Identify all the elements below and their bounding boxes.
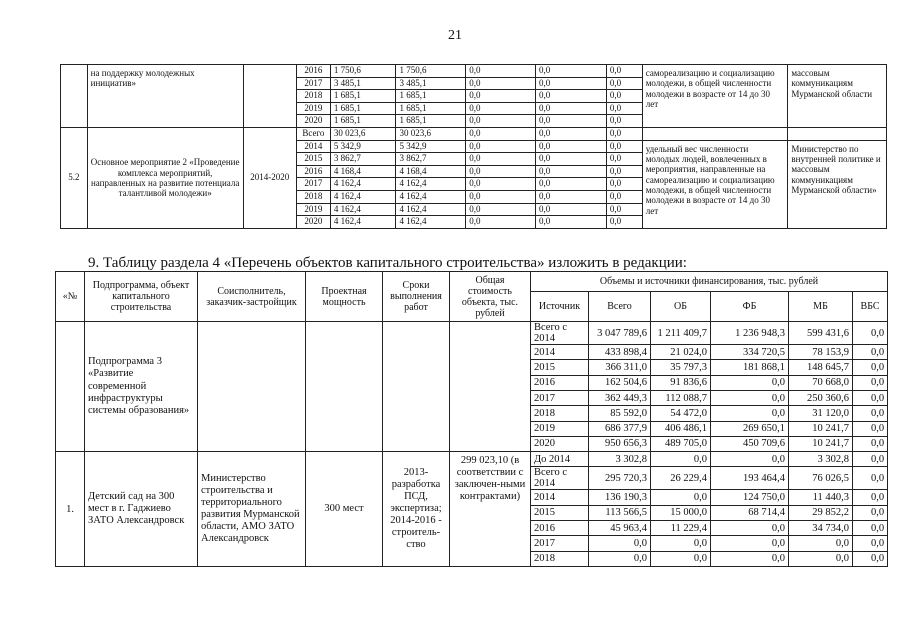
amount-cell: 450 709,6 xyxy=(711,436,789,451)
amount-cell: 91 836,6 xyxy=(651,375,711,390)
amount-cell: 1 685,1 xyxy=(330,102,396,115)
amount-cell: 0,0 xyxy=(853,490,888,505)
amount-cell: 0,0 xyxy=(853,452,888,467)
amount-cell: 0,0 xyxy=(466,216,536,229)
amount-cell: 0,0 xyxy=(536,77,607,90)
amount-cell: 26 229,4 xyxy=(651,467,711,490)
source-cell: 2015 xyxy=(531,505,589,520)
amount-cell: 3 047 789,6 xyxy=(589,322,651,345)
amount-cell: 0,0 xyxy=(536,90,607,103)
amount-cell: 0,0 xyxy=(536,140,607,153)
amount-cell: 181 868,1 xyxy=(711,360,789,375)
amount-cell: 0,0 xyxy=(536,65,607,78)
amount-cell: 1 685,1 xyxy=(396,102,466,115)
amount-cell: 0,0 xyxy=(606,216,642,229)
amount-cell: 85 592,0 xyxy=(589,406,651,421)
executor-cell: Министерство строительства и территориального развития Мурманской области, АМО ЗАТО Александровск xyxy=(198,452,306,567)
header-fb: ФБ xyxy=(711,292,789,322)
year-cell: 2016 xyxy=(296,165,330,178)
amount-cell: 0,0 xyxy=(711,521,789,536)
amount-cell: 433 898,4 xyxy=(589,345,651,360)
amount-cell: 0,0 xyxy=(606,65,642,78)
header-executor: Соисполнитель, заказчик-застройщик xyxy=(198,272,306,322)
source-cell: Всего с 2014 xyxy=(531,467,589,490)
amount-cell: 29 852,2 xyxy=(789,505,853,520)
source-cell: 2018 xyxy=(531,406,589,421)
source-cell: До 2014 xyxy=(531,452,589,467)
year-cell: 2015 xyxy=(296,153,330,166)
amount-cell: 406 486,1 xyxy=(651,421,711,436)
amount-cell: 1 211 409,7 xyxy=(651,322,711,345)
amount-cell: 70 668,0 xyxy=(789,375,853,390)
amount-cell: 0,0 xyxy=(606,190,642,203)
source-cell: 2017 xyxy=(531,536,589,551)
amount-cell: 0,0 xyxy=(466,65,536,78)
amount-cell: 1 685,1 xyxy=(396,90,466,103)
amount-cell: 0,0 xyxy=(536,153,607,166)
amount-cell: 0,0 xyxy=(853,551,888,566)
amount-cell: 0,0 xyxy=(606,127,642,140)
terms-cell: 2013-разработка ПСД, экспертиза; 2014-2016 - строитель-ство xyxy=(383,452,450,567)
activity-period-cell xyxy=(243,65,296,128)
header-cost: Общая стоимость объекта, тыс. рублей xyxy=(450,272,531,322)
amount-cell: 4 162,4 xyxy=(330,190,396,203)
amount-cell: 35 797,3 xyxy=(651,360,711,375)
amount-cell: 0,0 xyxy=(466,115,536,128)
amount-cell: 1 750,6 xyxy=(330,65,396,78)
cost-cell xyxy=(450,322,531,452)
amount-cell: 0,0 xyxy=(853,360,888,375)
amount-cell: 148 645,7 xyxy=(789,360,853,375)
amount-cell: 3 862,7 xyxy=(330,153,396,166)
amount-cell: 4 162,4 xyxy=(396,203,466,216)
table-row xyxy=(61,65,887,78)
object-name-cell: Детский сад на 300 мест в г. Гаджиево ЗАТО Александровск xyxy=(85,452,198,567)
amount-cell: 0,0 xyxy=(853,375,888,390)
capital-construction-body xyxy=(56,322,888,567)
amount-cell: 0,0 xyxy=(853,406,888,421)
amount-cell: 1 236 948,3 xyxy=(711,322,789,345)
table-row xyxy=(61,127,887,140)
header-mb: МБ xyxy=(789,292,853,322)
amount-cell: 362 449,3 xyxy=(589,390,651,405)
amount-cell: 0,0 xyxy=(711,536,789,551)
amount-cell: 0,0 xyxy=(536,127,607,140)
amount-cell: 0,0 xyxy=(536,190,607,203)
year-cell: 2014 xyxy=(296,140,330,153)
amount-cell: 0,0 xyxy=(606,178,642,191)
amount-cell: 0,0 xyxy=(466,190,536,203)
amount-cell: 0,0 xyxy=(606,165,642,178)
amount-cell: 3 302,8 xyxy=(589,452,651,467)
amount-cell: 0,0 xyxy=(606,102,642,115)
header-num: «№ xyxy=(56,272,85,322)
amount-cell: 10 241,7 xyxy=(789,421,853,436)
year-cell: 2020 xyxy=(296,216,330,229)
amount-cell: 54 472,0 xyxy=(651,406,711,421)
year-cell: 2019 xyxy=(296,203,330,216)
amount-cell: 112 088,7 xyxy=(651,390,711,405)
amount-cell: 0,0 xyxy=(711,551,789,566)
header-ob: ОБ xyxy=(651,292,711,322)
header-capacity: Проектная мощность xyxy=(306,272,383,322)
capital-construction-table xyxy=(55,271,888,567)
amount-cell: 0,0 xyxy=(651,551,711,566)
year-cell: 2016 xyxy=(296,65,330,78)
amount-cell: 0,0 xyxy=(853,322,888,345)
year-cell: 2018 xyxy=(296,190,330,203)
year-cell: 2017 xyxy=(296,178,330,191)
amount-cell: 45 963,4 xyxy=(589,521,651,536)
amount-cell: 34 734,0 xyxy=(789,521,853,536)
amount-cell: 0,0 xyxy=(466,165,536,178)
year-cell: 2017 xyxy=(296,77,330,90)
amount-cell: 0,0 xyxy=(711,390,789,405)
activity-period-cell: 2014-2020 xyxy=(243,127,296,228)
amount-cell: 0,0 xyxy=(853,536,888,551)
row-number-cell: 1. xyxy=(56,452,85,567)
amount-cell: 1 685,1 xyxy=(396,115,466,128)
activity-name-cell: Основное мероприятие 2 «Проведение комплекса мероприятий, направленных на развитие потенциала талантливой молодежи» xyxy=(87,127,243,228)
amount-cell: 0,0 xyxy=(711,406,789,421)
row-number-cell xyxy=(56,322,85,452)
amount-cell: 15 000,0 xyxy=(651,505,711,520)
amount-cell: 4 162,4 xyxy=(396,216,466,229)
year-cell: 2018 xyxy=(296,90,330,103)
amount-cell: 0,0 xyxy=(853,521,888,536)
header-funding: Объемы и источники финансирования, тыс. рублей xyxy=(531,272,888,292)
amount-cell: 0,0 xyxy=(536,102,607,115)
amount-cell: 5 342,9 xyxy=(396,140,466,153)
amount-cell: 0,0 xyxy=(651,452,711,467)
amount-cell: 4 162,4 xyxy=(396,190,466,203)
indicator-cell: самореализацию и социализацию молодежи, в общей численности молодежи в возрасте от 14 до 30 лет xyxy=(642,65,788,128)
program-activities-table xyxy=(60,64,887,229)
executor-cell xyxy=(198,322,306,452)
section-heading: 9. Таблицу раздела 4 «Перечень объектов капитального строительства» изложить в редакции: xyxy=(88,255,687,271)
source-cell: 2018 xyxy=(531,551,589,566)
amount-cell: 269 650,1 xyxy=(711,421,789,436)
amount-cell: 0,0 xyxy=(853,467,888,490)
amount-cell: 0,0 xyxy=(466,77,536,90)
amount-cell: 10 241,7 xyxy=(789,436,853,451)
amount-cell: 599 431,6 xyxy=(789,322,853,345)
amount-cell: 366 311,0 xyxy=(589,360,651,375)
activity-number-cell xyxy=(61,65,88,128)
amount-cell: 11 229,4 xyxy=(651,521,711,536)
amount-cell: 0,0 xyxy=(466,127,536,140)
amount-cell: 76 026,5 xyxy=(789,467,853,490)
table-row xyxy=(56,322,888,345)
responsible-cell xyxy=(788,127,887,140)
amount-cell: 124 750,0 xyxy=(711,490,789,505)
amount-cell: 0,0 xyxy=(606,153,642,166)
amount-cell: 1 750,6 xyxy=(396,65,466,78)
amount-cell: 0,0 xyxy=(853,421,888,436)
amount-cell: 4 162,4 xyxy=(330,216,396,229)
amount-cell: 0,0 xyxy=(651,536,711,551)
amount-cell: 0,0 xyxy=(853,390,888,405)
amount-cell: 4 168,4 xyxy=(330,165,396,178)
responsible-cell: Министерство по внутренней политике и массовым коммуникациям Мурманской области» xyxy=(788,140,887,228)
amount-cell: 334 720,5 xyxy=(711,345,789,360)
amount-cell: 0,0 xyxy=(853,345,888,360)
amount-cell: 21 024,0 xyxy=(651,345,711,360)
amount-cell: 0,0 xyxy=(651,490,711,505)
indicator-cell xyxy=(642,127,788,140)
amount-cell: 3 485,1 xyxy=(330,77,396,90)
indicator-cell: удельный вес численности молодых людей, вовлеченных в мероприятия, направленные на самореализацию и социализацию молодежи, в общей численности молодежи в возрасте от 14 до 30 лет xyxy=(642,140,788,228)
amount-cell: 950 656,3 xyxy=(589,436,651,451)
amount-cell: 250 360,6 xyxy=(789,390,853,405)
amount-cell: 113 566,5 xyxy=(589,505,651,520)
amount-cell: 0,0 xyxy=(606,203,642,216)
responsible-cell: массовым коммуникациям Мурманской области xyxy=(788,65,887,128)
amount-cell: 1 685,1 xyxy=(330,115,396,128)
amount-cell: 4 162,4 xyxy=(330,178,396,191)
amount-cell: 0,0 xyxy=(789,536,853,551)
amount-cell: 1 685,1 xyxy=(330,90,396,103)
terms-cell xyxy=(383,322,450,452)
amount-cell: 5 342,9 xyxy=(330,140,396,153)
amount-cell: 0,0 xyxy=(536,115,607,128)
amount-cell: 0,0 xyxy=(466,102,536,115)
amount-cell: 11 440,3 xyxy=(789,490,853,505)
amount-cell: 0,0 xyxy=(711,452,789,467)
activity-number-cell: 5.2 xyxy=(61,127,88,228)
source-cell: 2016 xyxy=(531,521,589,536)
capacity-cell xyxy=(306,322,383,452)
program-activities-body xyxy=(61,65,887,229)
amount-cell: 0,0 xyxy=(536,216,607,229)
source-cell: 2017 xyxy=(531,390,589,405)
amount-cell: 0,0 xyxy=(853,505,888,520)
year-cell: Всего xyxy=(296,127,330,140)
header-terms: Сроки выполнения работ xyxy=(383,272,450,322)
source-cell: 2016 xyxy=(531,375,589,390)
amount-cell: 4 168,4 xyxy=(396,165,466,178)
amount-cell: 0,0 xyxy=(606,140,642,153)
amount-cell: 0,0 xyxy=(466,178,536,191)
amount-cell: 0,0 xyxy=(536,178,607,191)
amount-cell: 0,0 xyxy=(536,203,607,216)
amount-cell: 31 120,0 xyxy=(789,406,853,421)
source-cell: 2019 xyxy=(531,421,589,436)
amount-cell: 0,0 xyxy=(711,375,789,390)
amount-cell: 0,0 xyxy=(606,90,642,103)
amount-cell: 0,0 xyxy=(536,165,607,178)
amount-cell: 162 504,6 xyxy=(589,375,651,390)
subprogram-name-cell: Подпрограмма 3 «Развитие современной инфраструктуры системы образования» xyxy=(85,322,198,452)
amount-cell: 68 714,4 xyxy=(711,505,789,520)
amount-cell: 0,0 xyxy=(466,140,536,153)
year-cell: 2020 xyxy=(296,115,330,128)
amount-cell: 30 023,6 xyxy=(330,127,396,140)
activity-name-cell: на поддержку молодежных инициатив» xyxy=(87,65,243,128)
header-subprogram: Подпрограмма, объект капитального строительства xyxy=(85,272,198,322)
amount-cell: 0,0 xyxy=(589,551,651,566)
source-cell: 2014 xyxy=(531,345,589,360)
amount-cell: 78 153,9 xyxy=(789,345,853,360)
source-cell: 2015 xyxy=(531,360,589,375)
amount-cell: 686 377,9 xyxy=(589,421,651,436)
amount-cell: 0,0 xyxy=(466,153,536,166)
amount-cell: 4 162,4 xyxy=(396,178,466,191)
source-cell: 2020 xyxy=(531,436,589,451)
header-source: Источник xyxy=(531,292,589,322)
source-cell: 2014 xyxy=(531,490,589,505)
amount-cell: 4 162,4 xyxy=(330,203,396,216)
page-number: 21 xyxy=(448,28,462,43)
amount-cell: 0,0 xyxy=(466,203,536,216)
cost-cell: 299 023,10 (в соответствии с заключен-ными контрактами) xyxy=(450,452,531,567)
amount-cell: 3 862,7 xyxy=(396,153,466,166)
header-vbs: ВБС xyxy=(853,292,888,322)
amount-cell: 489 705,0 xyxy=(651,436,711,451)
amount-cell: 3 302,8 xyxy=(789,452,853,467)
header-total: Всего xyxy=(589,292,651,322)
table-row xyxy=(56,452,888,467)
amount-cell: 0,0 xyxy=(466,90,536,103)
amount-cell: 0,0 xyxy=(606,115,642,128)
source-cell: Всего с 2014 xyxy=(531,322,589,345)
amount-cell: 136 190,3 xyxy=(589,490,651,505)
amount-cell: 0,0 xyxy=(606,77,642,90)
capacity-cell: 300 мест xyxy=(306,452,383,567)
amount-cell: 295 720,3 xyxy=(589,467,651,490)
year-cell: 2019 xyxy=(296,102,330,115)
amount-cell: 193 464,4 xyxy=(711,467,789,490)
amount-cell: 30 023,6 xyxy=(396,127,466,140)
amount-cell: 0,0 xyxy=(589,536,651,551)
amount-cell: 0,0 xyxy=(789,551,853,566)
amount-cell: 0,0 xyxy=(853,436,888,451)
amount-cell: 3 485,1 xyxy=(396,77,466,90)
